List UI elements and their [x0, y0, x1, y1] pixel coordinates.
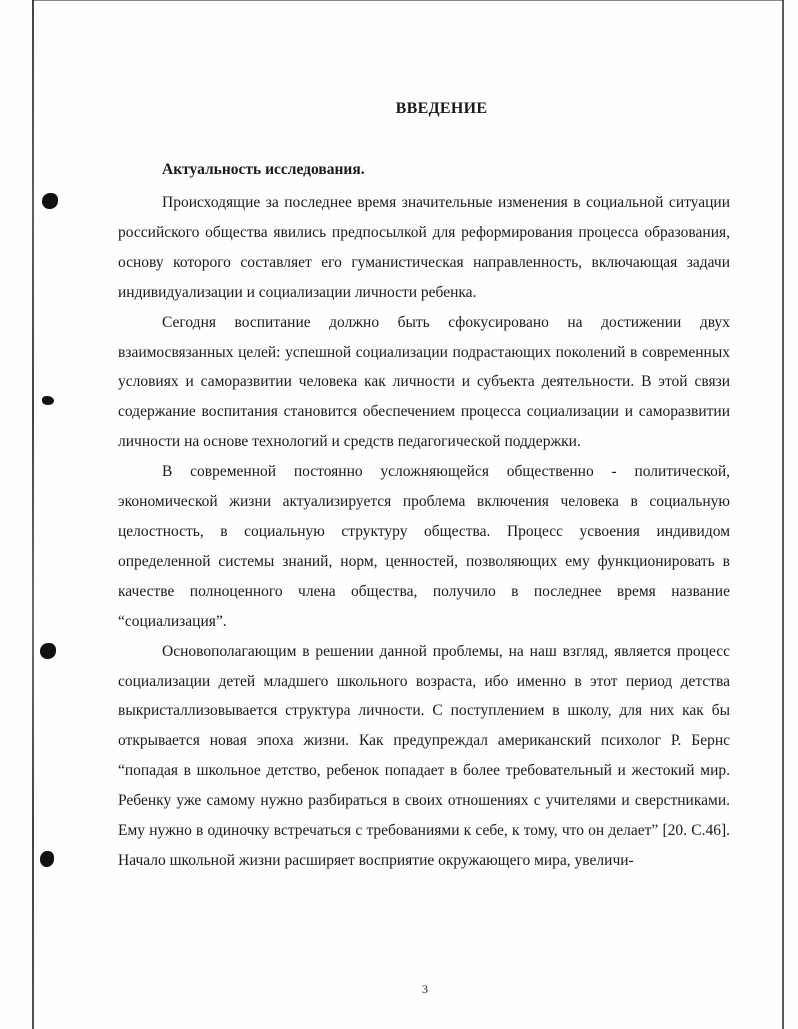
page-right-edge [782, 0, 784, 1029]
page-title: ВВЕДЕНИЕ [395, 100, 488, 117]
paragraph: Происходящие за последнее время значительные изменения в социальной ситуации российского общества явились предпосылкой для реформирования процесса образования, основу которого составляет его гуманистическая направленность, включающая задачи индивидуализации и социализации личности ребенка. [118, 194, 730, 301]
binding-hole-mark [42, 193, 58, 209]
paragraph: В современной постоянно усложняющейся общественно - политической, экономической жизни актуализируется проблема включения человека в социальную целостность, в социальную структуру общества. Процесс усвоения индивидом определенной системы знаний, норм, ценностей, позволяющих ему функционировать в качестве полноценного члена общества, получило в последнее время название “социализация”. [118, 463, 730, 630]
page-left-edge [32, 0, 34, 1029]
page-top-edge [32, 0, 784, 1]
paragraph: Основополагающим в решении данной проблемы, на наш взгляд, является процесс социализации детей младшего школьного возраста, ибо именно в этот период детства выкристаллизовывается структура личности. С поступлением в школу, для них как бы открывается новая эпоха жизни. Как предупреждал американский психолог Р. Бернс “попадая в школьное детство, ребенок попадает в более требовательный и жестокий мир. Ребенку уже самому нужно разбираться в своих отношениях с учителями и сверстниками. Ему нужно в одиночку встречаться с требованиями к себе, к тому, что он делает” [20. С.46]. Начало школьной жизни расширяет восприятие окружающего мира, увеличи- [118, 642, 730, 869]
paragraph: Сегодня воспитание должно быть сфокусировано на достижении двух взаимосвязанных целей: успешной социализации подрастающих поколений в современных условиях и саморазвитии человека как личности и субъекта деятельности. В этой связи содержание воспитания становится обеспечением процесса социализации и саморазвитии личности на основе технологий и средств педагогической поддержки. [118, 313, 730, 451]
page-number: 3 [422, 982, 428, 996]
binding-hole-mark [40, 851, 54, 867]
body-text [118, 188, 730, 876]
binding-hole-mark [42, 396, 54, 405]
binding-hole-mark [40, 643, 56, 659]
section-subheading: Актуальность исследования. [162, 161, 365, 178]
